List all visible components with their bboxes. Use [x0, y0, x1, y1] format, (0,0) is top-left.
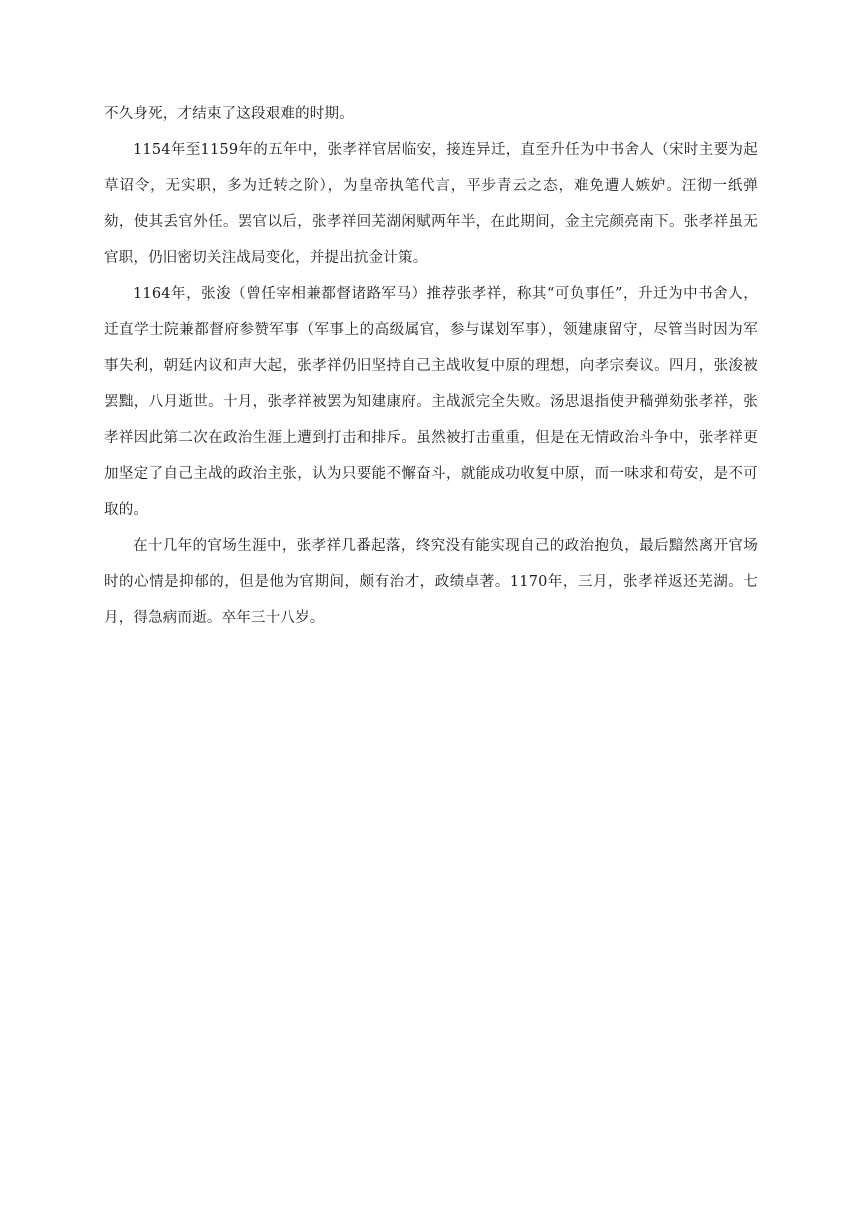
paragraph-conclusion: 在十几年的官场生涯中，张孝祥几番起落，终究没有能实现自己的政治抱负，最后黯然离开官场时的心情是抑郁的，但是他为官期间，颇有治才，政绩卓著。1170年，三月，张孝祥返还芜湖。七月，得急病而逝。卒年三十八岁。 — [104, 538, 758, 626]
paragraph-1164-career: 1164年，张浚（曾任宰相兼都督诸路军马）推荐张孝祥，称其“可负事任”，升迁为中书舍人，迁直学士院兼都督府参赞军事（军事上的高级属官，参与谋划军事），领建康留守，尽管当时因为军事失利，朝廷内议和声大起，张孝祥仍旧坚持自己主战收复中原的理想，向孝宗奏议。四月，张浚被罢黜，八月逝世。十月，张孝祥被罢为知建康府。主战派完全失败。汤思退指使尹穑弹劾张孝祥，张孝祥因此第二次在政治生涯上遭到打击和排斥。虽然被打击重重，但是在无情政治斗争中，张孝祥更加坚定了自己主战的政治主张，认为只要能不懈奋斗，就能成功收复中原，而一味求和苟安，是不可取的。 — [104, 286, 758, 518]
document-body — [104, 96, 758, 636]
paragraph-continuation: 不久身死，才结束了这段艰难的时期。 — [104, 106, 354, 122]
paragraph-1154-career: 1154年至1159年的五年中，张孝祥官居临安，接连异迁，直至升任为中书舍人（宋时主要为起草诏令，无实职，多为迁转之阶），为皇帝执笔代言，平步青云之态，难免遭人嫉妒。汪彻一纸弹劾，使其丢官外任。罢官以后，张孝祥回芜湖闲赋两年半，在此期间，金主完颜亮南下。张孝祥虽无官职，仍旧密切关注战局变化，并提出抗金计策。 — [104, 142, 758, 266]
